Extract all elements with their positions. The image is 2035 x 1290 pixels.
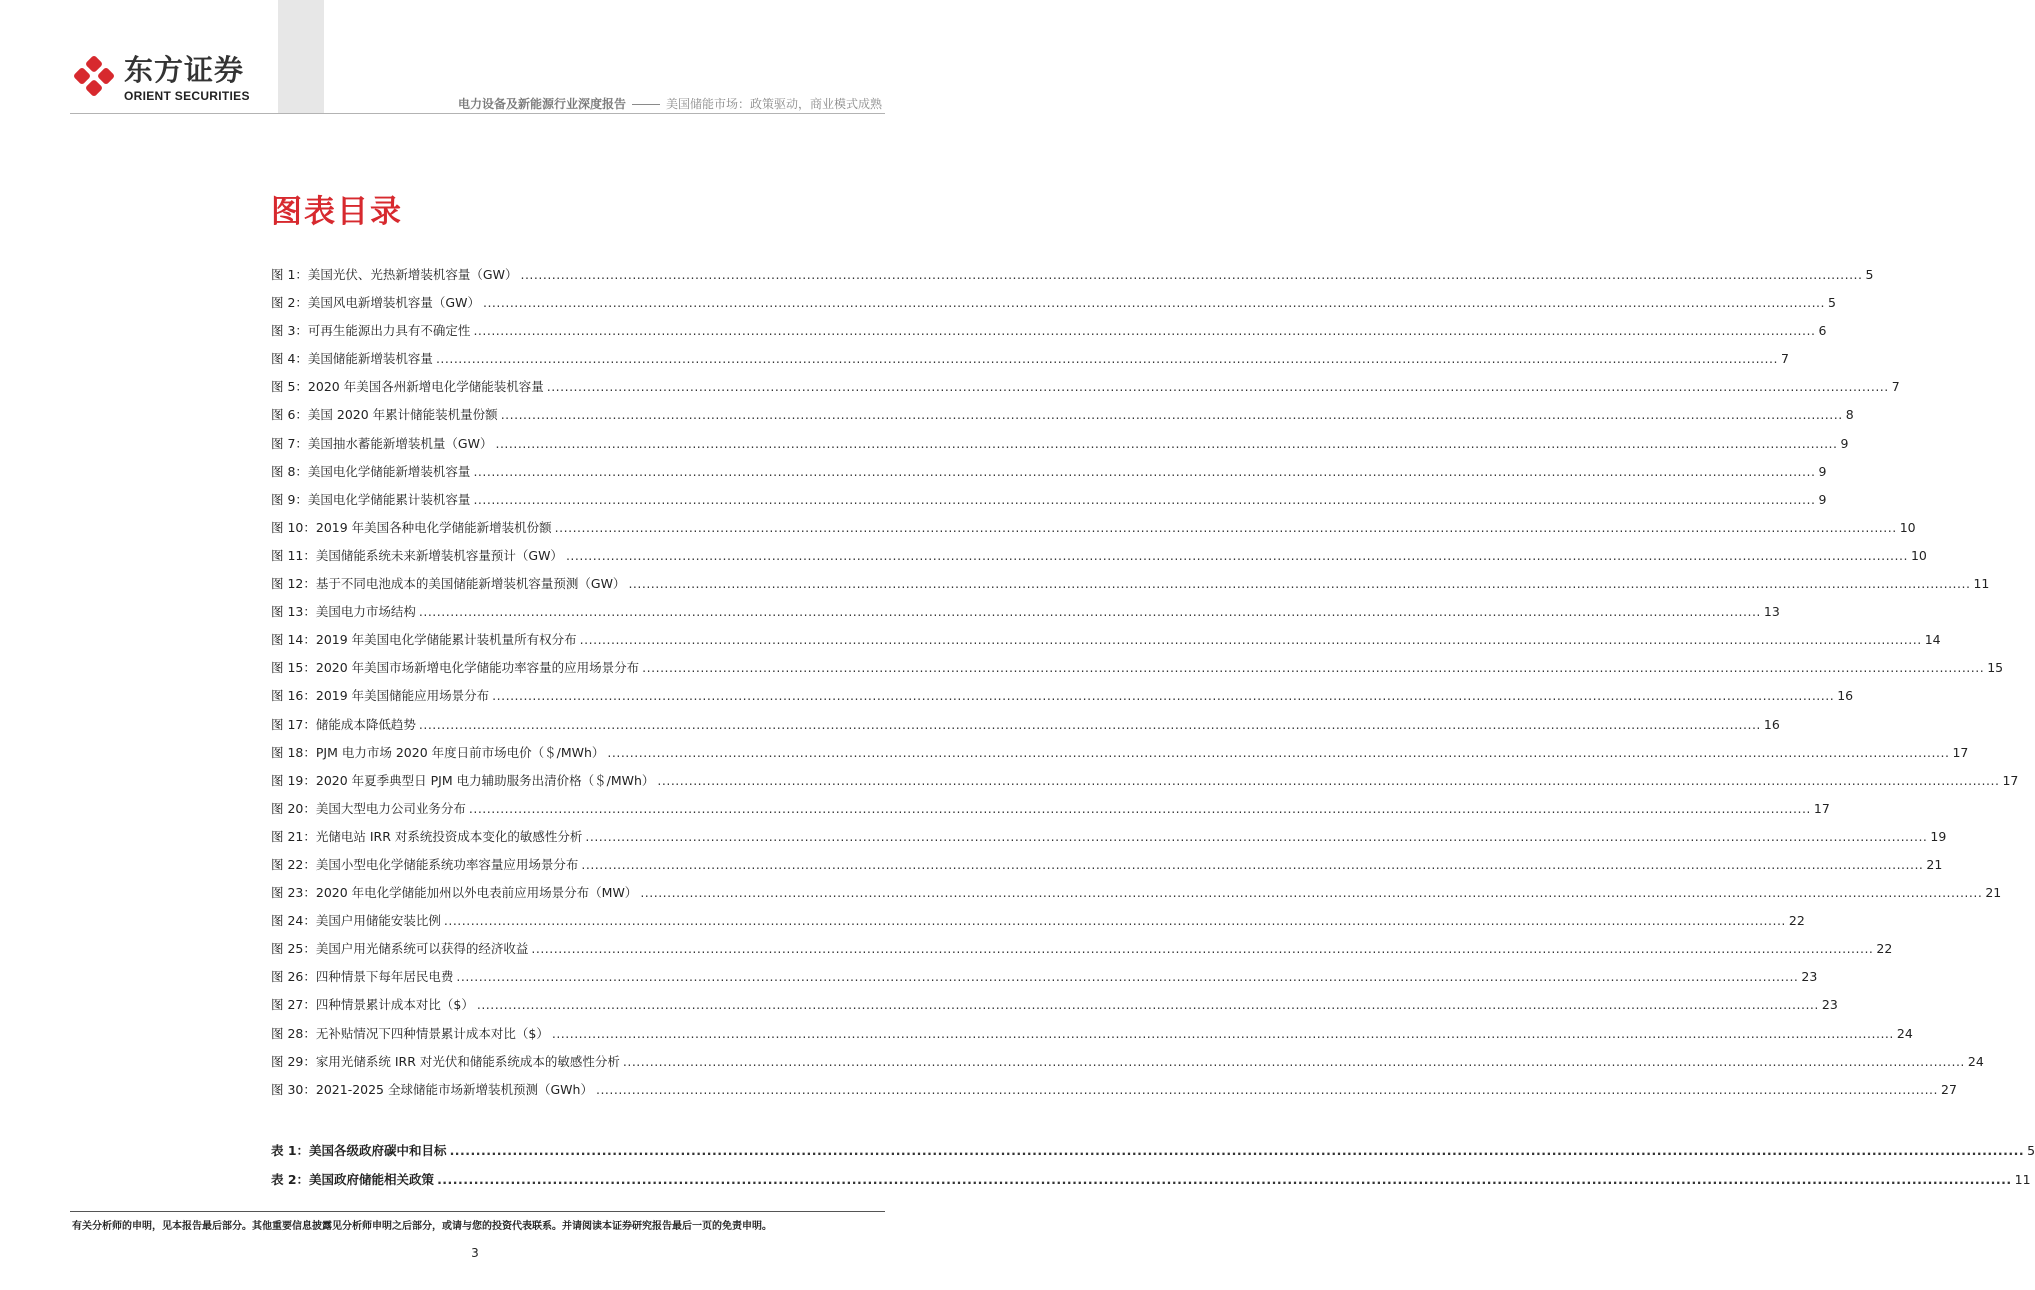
dot-leader: ............................................................................................................................................................................................................................................................................................................ [628, 576, 1971, 592]
dot-leader: ............................................................................................................................................................................................................................................................................................................ [418, 604, 1761, 620]
figure-toc-item-page: 16 [1837, 688, 1854, 704]
figure-toc-item-page: 23 [1801, 969, 1818, 985]
dot-leader: ............................................................................................................................................................................................................................................................................................................ [622, 1053, 1965, 1069]
orient-securities-logo-icon [70, 52, 118, 100]
header-dash [632, 104, 660, 105]
dot-leader: ............................................................................................................................................................................................................................................................................................................ [607, 744, 1950, 760]
table-toc-item-label: 表 1：美国各级政府碳中和目标 [271, 1143, 447, 1158]
figure-toc-item-label: 图 10：2019 年美国各种电化学储能新增装机份额 [271, 519, 552, 535]
figure-toc-item-label: 图 28：无补贴情况下四种情景累计成本对比（$） [271, 1025, 549, 1041]
dot-leader: ............................................................................................................................................................................................................................................................................................................ [468, 800, 1811, 816]
figure-toc-item[interactable] [271, 321, 1827, 349]
dot-leader: ............................................................................................................................................................................................................................................................................................................ [551, 1025, 1894, 1041]
figure-toc-item[interactable] [271, 827, 1947, 855]
figure-toc-item[interactable] [271, 1024, 1913, 1052]
dot-leader: ............................................................................................................................................................................................................................................................................................................ [473, 323, 1816, 339]
table-toc-item-page: 11 [2014, 1172, 2031, 1187]
dot-leader: ............................................................................................................................................................................................................................................................................................................ [640, 885, 1983, 901]
dot-leader: ............................................................................................................................................................................................................................................................................................................ [554, 519, 1897, 535]
dot-leader: ............................................................................................................................................................................................................................................................................................................ [482, 295, 1826, 311]
figure-toc-item-label: 图 29：家用光储系统 IRR 对光伏和储能系统成本的敏感性分析 [271, 1053, 620, 1069]
figure-toc-item[interactable] [271, 602, 1780, 630]
page-title: 图表目录 [271, 194, 403, 230]
figure-toc-item-page: 17 [1952, 744, 1969, 760]
dot-leader: ............................................................................................................................................................................................................................................................................................................ [495, 435, 1838, 451]
table-toc-item-label: 表 2：美国政府储能相关政策 [271, 1172, 435, 1187]
figure-toc-item-page: 7 [1780, 351, 1789, 367]
figure-toc-item-page: 14 [1924, 632, 1941, 648]
figure-toc-item-label: 图 11：美国储能系统未来新增装机容量预计（GW） [271, 547, 563, 563]
figure-toc-item-label: 图 20：美国大型电力公司业务分布 [271, 800, 466, 816]
table-toc-item[interactable] [271, 1141, 2035, 1170]
figure-toc-item-page: 23 [1821, 997, 1838, 1013]
figure-toc-item-page: 22 [1788, 913, 1805, 929]
dot-leader: ............................................................................................................................................................................................................................................................................................................ [476, 997, 1819, 1013]
figure-toc-item-page: 17 [2002, 772, 2019, 788]
figure-toc-item[interactable] [271, 939, 1893, 967]
dot-leader: ............................................................................................................................................................................................................................................................................................................ [579, 632, 1922, 648]
footer-divider [70, 1211, 885, 1212]
dot-leader: ............................................................................................................................................................................................................................................................................................................ [581, 856, 1924, 872]
figure-toc-item-page: 19 [1930, 828, 1947, 844]
dot-leader: ............................................................................................................................................................................................................................................................................................................ [435, 351, 1778, 367]
figure-toc-item[interactable] [271, 743, 1969, 771]
dot-leader: ............................................................................................................................................................................................................................................................................................................ [642, 660, 1985, 676]
table-toc-item-page: 5 [2027, 1143, 2035, 1158]
dot-leader: ............................................................................................................................................................................................................................................................................................................ [595, 1081, 1938, 1097]
figure-toc-item[interactable] [271, 686, 1854, 714]
figure-toc-item[interactable] [271, 405, 1854, 433]
figure-toc-item-label: 图 16：2019 年美国储能应用场景分布 [271, 688, 490, 704]
figure-toc-item-label: 图 14：2019 年美国电化学储能累计装机量所有权分布 [271, 632, 577, 648]
figure-toc-item-label: 图 26：四种情景下每年居民电费 [271, 969, 454, 985]
figure-toc-item[interactable] [271, 265, 1874, 293]
figure-toc-item[interactable] [271, 995, 1838, 1023]
dot-leader: ............................................................................................................................................................................................................................................................................................................ [473, 491, 1816, 507]
figure-toc-item-page: 9 [1840, 435, 1849, 451]
figure-toc-item-label: 图 18：PJM 电力市场 2020 年度日前市场电价（＄/MWh） [271, 744, 605, 760]
footer-disclaimer: 有关分析师的申明，见本报告最后部分。其他重要信息披露见分析师申明之后部分，或请与您的投资代表联系。并请阅读本证券研究报告最后一页的免责申明。 [72, 1221, 772, 1232]
figure-toc-item-label: 图 22：美国小型电化学储能系统功率容量应用场景分布 [271, 856, 579, 872]
figure-toc-item[interactable] [271, 911, 1805, 939]
figure-toc-list [271, 265, 2019, 1108]
figure-toc-item-page: 6 [1818, 323, 1827, 339]
figure-toc-item-label: 图 1：美国光伏、光热新增装机容量（GW） [271, 267, 518, 282]
figure-toc-item-page: 5 [1865, 267, 1874, 282]
dot-leader: ............................................................................................................................................................................................................................................................................................................ [418, 716, 1761, 732]
figure-toc-item-label: 图 3：可再生能源出力具有不确定性 [271, 323, 471, 339]
figure-toc-item-page: 5 [1828, 295, 1836, 311]
figure-toc-item-page: 17 [1813, 800, 1830, 816]
figure-toc-item-label: 图 19：2020 年夏季典型日 PJM 电力辅助服务出清价格（＄/MWh） [271, 772, 655, 788]
figure-toc-item-label: 图 12：基于不同电池成本的美国储能新增装机容量预测（GW） [271, 576, 626, 592]
figure-toc-item-label: 图 9：美国电化学储能累计装机容量 [271, 491, 471, 507]
figure-toc-item-page: 8 [1845, 407, 1854, 423]
dot-leader: ............................................................................................................................................................................................................................................................................................................ [565, 547, 1908, 563]
figure-toc-item[interactable] [271, 855, 1943, 883]
figure-toc-item-page: 10 [1899, 519, 1916, 535]
figure-toc-item-page: 16 [1763, 716, 1780, 732]
dot-leader: ............................................................................................................................................................................................................................................................................................................ [531, 941, 1874, 957]
dot-leader: ............................................................................................................................................................................................................................................................................................................ [500, 407, 1843, 423]
figure-toc-item-label: 图 7：美国抽水蓄能新增装机量（GW） [271, 435, 493, 451]
figure-toc-item-page: 11 [1973, 576, 1990, 592]
figure-toc-item[interactable] [271, 434, 1849, 462]
figure-toc-item[interactable] [271, 293, 1836, 321]
table-toc-list [271, 1141, 2035, 1199]
figure-toc-item-page: 27 [1941, 1081, 1957, 1097]
header-divider [70, 113, 885, 114]
figure-toc-item[interactable] [271, 799, 1830, 827]
figure-toc-item-page: 22 [1876, 941, 1893, 957]
table-toc-item[interactable] [271, 1170, 2031, 1199]
figure-toc-item-page: 9 [1818, 463, 1827, 479]
figure-toc-item[interactable] [271, 462, 1827, 490]
logo-chinese-name: 东方证券 [124, 53, 245, 87]
dot-leader: ............................................................................................................................................................................................................................................................................................................ [437, 1172, 2012, 1187]
figure-toc-item-label: 图 30：2021-2025 全球储能市场新增装机预测（GWh） [271, 1081, 593, 1097]
figure-toc-item[interactable] [271, 574, 1990, 602]
figure-toc-item-label: 图 8：美国电化学储能新增装机容量 [271, 463, 471, 479]
figure-toc-item-label: 图 2：美国风电新增装机容量（GW） [271, 295, 480, 311]
figure-toc-item[interactable] [271, 658, 2004, 686]
dot-leader: ............................................................................................................................................................................................................................................................................................................ [520, 267, 1863, 282]
figure-toc-item-page: 7 [1891, 379, 1900, 395]
figure-toc-item[interactable] [271, 518, 1916, 546]
figure-toc-item-label: 图 24：美国户用储能安装比例 [271, 913, 441, 929]
figure-toc-item[interactable] [271, 771, 2019, 799]
figure-toc-item[interactable] [271, 349, 1789, 377]
figure-toc-item-label: 图 17：储能成本降低趋势 [271, 716, 416, 732]
figure-toc-item-page: 24 [1967, 1053, 1984, 1069]
dot-leader: ............................................................................................................................................................................................................................................................................................................ [443, 913, 1786, 929]
dot-leader: ............................................................................................................................................................................................................................................................................................................ [473, 463, 1816, 479]
figure-toc-item-label: 图 25：美国户用光储系统可以获得的经济收益 [271, 941, 529, 957]
figure-toc-item[interactable] [271, 1080, 1957, 1108]
header-decor-bar [278, 0, 324, 114]
figure-toc-item[interactable] [271, 490, 1827, 518]
figure-toc-item-label: 图 21：光储电站 IRR 对系统投资成本变化的敏感性分析 [271, 828, 583, 844]
figure-toc-item-label: 图 6：美国 2020 年累计储能装机量份额 [271, 407, 498, 423]
dot-leader: ............................................................................................................................................................................................................................................................................................................ [657, 772, 2000, 788]
figure-toc-item-label: 图 27：四种情景累计成本对比（$） [271, 997, 474, 1013]
figure-toc-item-page: 24 [1896, 1025, 1913, 1041]
header-report-info [458, 95, 882, 112]
figure-toc-item-label: 图 23：2020 年电化学储能加州以外电表前应用场景分布（MW） [271, 885, 638, 901]
report-type: 电力设备及新能源行业深度报告 [457, 97, 626, 111]
figure-toc-item-page: 21 [1926, 856, 1943, 872]
dot-leader: ............................................................................................................................................................................................................................................................................................................ [585, 828, 1928, 844]
figure-toc-item-label: 图 13：美国电力市场结构 [271, 604, 416, 620]
page-number: 3 [471, 1246, 479, 1260]
figure-toc-item[interactable] [271, 377, 1900, 405]
figure-toc-item-page: 10 [1910, 547, 1927, 563]
figure-toc-item-label: 图 5：2020 年美国各州新增电化学储能装机容量 [271, 379, 544, 395]
report-title: 美国储能市场：政策驱动，商业模式成熟 [665, 97, 882, 111]
dot-leader: ............................................................................................................................................................................................................................................................................................................ [492, 688, 1835, 704]
dot-leader: ............................................................................................................................................................................................................................................................................................................ [546, 379, 1889, 395]
figure-toc-item-page: 9 [1818, 491, 1827, 507]
figure-toc-item[interactable] [271, 883, 2002, 911]
figure-toc-item-page: 13 [1763, 604, 1780, 620]
figure-toc-item-page: 21 [1985, 885, 2002, 901]
figure-toc-item[interactable] [271, 630, 1941, 658]
figure-toc-item-label: 图 15：2020 年美国市场新增电化学储能功率容量的应用场景分布 [271, 660, 640, 676]
logo-english-name: ORIENT SECURITIES [124, 89, 250, 103]
figure-toc-item-label: 图 4：美国储能新增装机容量 [271, 351, 433, 367]
dot-leader: ............................................................................................................................................................................................................................................................................................................ [456, 969, 1799, 985]
figure-toc-item[interactable] [271, 1052, 1984, 1080]
dot-leader: ............................................................................................................................................................................................................................................................................................................ [449, 1143, 2025, 1158]
figure-toc-item-page: 15 [1987, 660, 2004, 676]
figure-toc-item[interactable] [271, 967, 1818, 995]
figure-toc-item[interactable] [271, 715, 1780, 743]
figure-toc-item[interactable] [271, 546, 1927, 574]
